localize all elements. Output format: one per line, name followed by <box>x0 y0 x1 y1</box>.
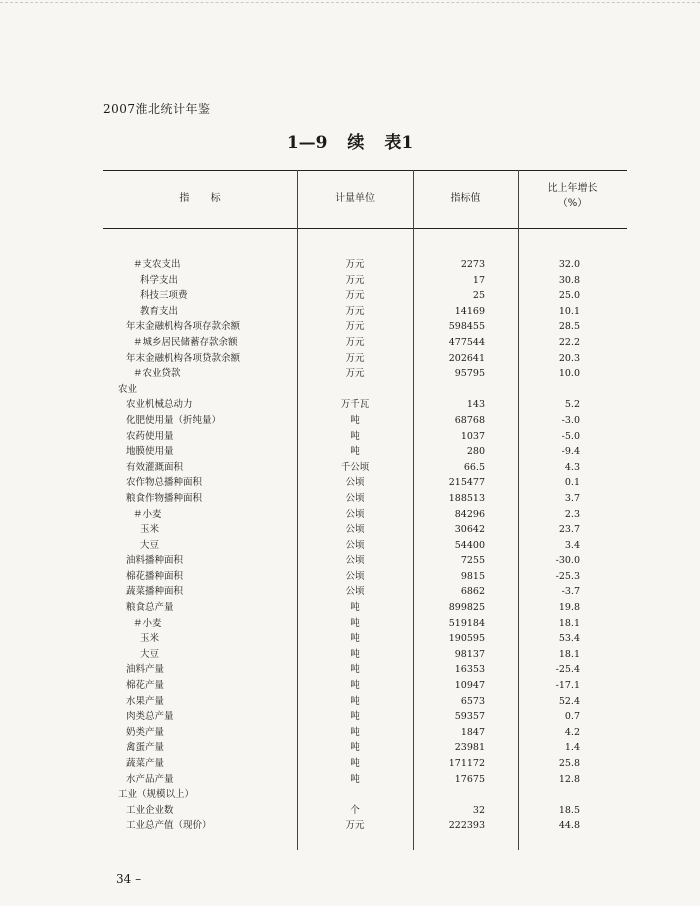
row-value: 477544 <box>448 336 485 348</box>
row-value: 1037 <box>460 430 485 442</box>
row-value: 16353 <box>454 664 485 676</box>
row-label: 年末金融机构各项存款余额 <box>126 321 241 333</box>
table-row <box>0 709 700 725</box>
column-header-indicator: 指 标 <box>179 193 221 204</box>
page-number: 34 – <box>116 872 142 886</box>
column-header-growth <box>518 181 627 211</box>
row-label: 农业 <box>118 383 138 395</box>
table-row <box>0 304 700 320</box>
table-row <box>0 460 700 476</box>
row-growth: 3.7 <box>564 492 580 504</box>
row-growth: -25.3 <box>555 570 580 582</box>
row-growth: 53.4 <box>558 633 580 645</box>
row-value: 95795 <box>454 368 485 380</box>
table-row <box>0 491 700 507</box>
row-value: 280 <box>466 446 485 458</box>
row-unit: 公顷 <box>345 477 365 489</box>
column-header-growth-label: 比上年增长 <box>547 183 598 194</box>
table-row <box>0 319 700 335</box>
row-value: 14169 <box>454 305 485 317</box>
row-growth: 52.4 <box>558 695 580 707</box>
row-unit: 吨 <box>350 414 360 426</box>
row-label: 农作物总播种面积 <box>126 477 203 489</box>
row-label: 油料播种面积 <box>126 555 184 567</box>
table-row <box>0 507 700 523</box>
row-value: 598455 <box>448 321 485 333</box>
row-value: 66.5 <box>463 461 485 473</box>
row-unit: 吨 <box>350 633 360 645</box>
row-growth: 20.3 <box>558 352 580 364</box>
row-label: 科学支出 <box>140 274 179 286</box>
row-unit: 公顷 <box>345 570 365 582</box>
row-growth: 1.4 <box>564 742 580 754</box>
row-label: 水果产量 <box>126 695 165 707</box>
row-value: 6573 <box>460 695 485 707</box>
table-row <box>0 288 700 304</box>
row-unit: 个 <box>350 804 360 816</box>
row-unit: 万元 <box>345 352 365 364</box>
table-row <box>0 257 700 273</box>
row-growth: 10.1 <box>558 305 580 317</box>
table-row <box>0 584 700 600</box>
row-growth: 3.4 <box>564 539 580 551</box>
row-label: 农业机械总动力 <box>126 399 193 411</box>
row-unit: 吨 <box>350 742 360 754</box>
row-value: 143 <box>466 399 485 411</box>
row-unit: 万元 <box>345 290 365 302</box>
row-growth: 18.1 <box>558 617 580 629</box>
row-unit: 万千瓦 <box>340 399 370 411</box>
table-top-rule <box>103 170 627 171</box>
row-label: 棉花播种面积 <box>126 570 184 582</box>
header-bottom-rule <box>103 228 627 229</box>
row-unit: 吨 <box>350 711 360 723</box>
row-label: ＃支农支出 <box>133 259 181 270</box>
row-label: 大豆 <box>140 648 160 660</box>
row-growth: -3.0 <box>561 414 580 426</box>
row-value: 23981 <box>454 742 485 754</box>
row-value: 7255 <box>460 555 485 567</box>
row-unit: 吨 <box>350 680 360 692</box>
row-label: 棉花产量 <box>126 680 165 692</box>
row-value: 84296 <box>454 508 485 520</box>
row-label: ＃城乡居民储蓄存款余额 <box>133 336 238 348</box>
table-title: 1—9 续 表1 <box>286 133 414 153</box>
row-unit: 吨 <box>350 758 360 769</box>
row-label: 科技三项费 <box>140 290 188 302</box>
row-unit: 万元 <box>345 321 365 333</box>
row-label: 年末金融机构各项贷款余额 <box>126 352 241 364</box>
row-growth: -9.4 <box>561 446 580 458</box>
table-row <box>0 553 700 569</box>
row-growth: 12.8 <box>558 773 580 785</box>
table-row <box>0 772 700 788</box>
row-unit: 吨 <box>350 773 360 785</box>
row-value: 215477 <box>448 477 485 489</box>
row-label: 玉米 <box>140 633 160 645</box>
row-unit: 公顷 <box>345 586 365 598</box>
row-unit: 吨 <box>350 648 360 660</box>
row-value: 30642 <box>454 524 485 536</box>
row-growth: 19.8 <box>558 602 580 614</box>
table-row <box>0 600 700 616</box>
row-label: 禽蛋产量 <box>126 742 165 754</box>
row-label: ＃农业贷款 <box>133 368 181 380</box>
row-unit: 吨 <box>350 602 360 614</box>
row-label: ＃小麦 <box>133 508 162 520</box>
row-growth: 4.2 <box>564 726 580 738</box>
row-growth: 18.1 <box>558 648 580 660</box>
row-growth: 18.5 <box>558 804 580 816</box>
row-growth: 10.0 <box>558 368 580 380</box>
row-value: 188513 <box>448 492 485 504</box>
row-unit: 万元 <box>345 368 365 380</box>
row-growth: 0.7 <box>564 711 580 723</box>
row-unit: 吨 <box>350 726 360 738</box>
row-value: 222393 <box>448 820 485 832</box>
row-value: 190595 <box>448 633 485 645</box>
row-value: 32 <box>472 804 485 816</box>
row-label: 肉类总产量 <box>126 711 174 723</box>
table-row <box>0 366 700 382</box>
row-value: 171172 <box>448 758 485 769</box>
row-label: 粮食作物播种面积 <box>126 492 203 504</box>
row-value: 9815 <box>460 570 485 582</box>
column-header-value: 指标值 <box>450 193 481 204</box>
row-label: 化肥使用量（折纯量） <box>126 414 222 426</box>
row-unit: 公顷 <box>345 508 365 520</box>
row-unit: 吨 <box>350 430 360 442</box>
row-value: 1847 <box>460 726 485 738</box>
row-growth: -3.7 <box>561 586 580 598</box>
row-unit: 公顷 <box>345 555 365 567</box>
running-header: 2007淮北统计年鉴 <box>103 102 211 116</box>
row-growth: 25.8 <box>558 758 580 769</box>
table-row <box>0 429 700 445</box>
row-label: 蔬菜产量 <box>126 758 165 769</box>
row-growth: 5.2 <box>564 399 580 411</box>
table-row <box>0 787 700 803</box>
table-row <box>0 662 700 678</box>
table-row <box>0 647 700 663</box>
table-row <box>0 725 700 741</box>
row-value: 25 <box>472 290 485 302</box>
table-row <box>0 631 700 647</box>
row-growth: 22.2 <box>558 336 580 348</box>
table-row <box>0 522 700 538</box>
row-unit: 万元 <box>345 274 365 286</box>
row-value: 98137 <box>454 648 485 660</box>
table-row <box>0 335 700 351</box>
row-unit: 公顷 <box>345 524 365 536</box>
table-row <box>0 569 700 585</box>
row-label: 地膜使用量 <box>126 446 174 458</box>
row-unit: 千公顷 <box>340 461 370 473</box>
row-unit: 吨 <box>350 664 360 676</box>
row-label: 工业企业数 <box>126 804 174 816</box>
table-row <box>0 413 700 429</box>
row-growth: -30.0 <box>555 555 580 567</box>
row-value: 6862 <box>460 586 485 598</box>
row-value: 899825 <box>448 602 485 614</box>
row-label: 有效灌溉面积 <box>126 461 184 473</box>
table-row <box>0 740 700 756</box>
table-row <box>0 818 700 834</box>
row-label: 农药使用量 <box>126 430 174 442</box>
row-label: 大豆 <box>140 539 160 551</box>
row-label: 粮食总产量 <box>126 602 174 614</box>
row-label: 工业（规模以上） <box>118 789 195 801</box>
column-header-growth-unit: （%） <box>557 198 588 209</box>
row-label: 水产品产量 <box>126 773 174 785</box>
row-value: 17 <box>472 274 485 286</box>
table-row <box>0 351 700 367</box>
row-value: 10947 <box>454 680 485 692</box>
row-growth: 32.0 <box>558 259 580 270</box>
row-label: 玉米 <box>140 524 160 536</box>
table-row <box>0 694 700 710</box>
row-unit: 万元 <box>345 336 365 348</box>
table-row <box>0 382 700 398</box>
row-growth: -17.1 <box>555 680 580 692</box>
row-label: 蔬菜播种面积 <box>126 586 184 598</box>
row-unit: 吨 <box>350 446 360 458</box>
row-label: 工业总产值（现价） <box>126 820 212 832</box>
top-scan-rule <box>0 2 700 3</box>
column-header-unit: 计量单位 <box>335 193 375 204</box>
table-row <box>0 444 700 460</box>
row-growth: 28.5 <box>558 321 580 333</box>
row-label: 教育支出 <box>140 305 179 317</box>
row-label: 奶类产量 <box>126 726 165 738</box>
table-body <box>0 257 700 834</box>
row-value: 17675 <box>454 773 485 785</box>
row-growth: 44.8 <box>558 820 580 832</box>
row-growth: -5.0 <box>561 430 580 442</box>
row-unit: 吨 <box>350 695 360 707</box>
row-growth: 23.7 <box>558 524 580 536</box>
row-unit: 万元 <box>345 305 365 317</box>
row-unit: 万元 <box>345 820 365 832</box>
table-row <box>0 538 700 554</box>
table-row <box>0 397 700 413</box>
row-growth: 2.3 <box>564 508 580 520</box>
row-unit: 吨 <box>350 617 360 629</box>
row-growth: 4.3 <box>564 461 580 473</box>
table-row <box>0 616 700 632</box>
table-row <box>0 756 700 772</box>
row-value: 54400 <box>454 539 485 551</box>
row-value: 519184 <box>448 617 485 629</box>
row-growth: 25.0 <box>558 290 580 302</box>
row-growth: -25.4 <box>555 664 580 676</box>
row-growth: 0.1 <box>564 477 580 489</box>
row-unit: 公顷 <box>345 492 365 504</box>
row-value: 59357 <box>454 711 485 723</box>
row-label: 油料产量 <box>126 664 165 676</box>
row-value: 68768 <box>454 414 485 426</box>
row-growth: 30.8 <box>558 274 580 286</box>
row-value: 202641 <box>448 352 485 364</box>
table-row <box>0 678 700 694</box>
table-row <box>0 803 700 819</box>
table-row <box>0 273 700 289</box>
row-unit: 公顷 <box>345 539 365 551</box>
row-label: ＃小麦 <box>133 617 162 629</box>
row-unit: 万元 <box>345 259 365 270</box>
table-row <box>0 475 700 491</box>
row-value: 2273 <box>460 259 485 270</box>
